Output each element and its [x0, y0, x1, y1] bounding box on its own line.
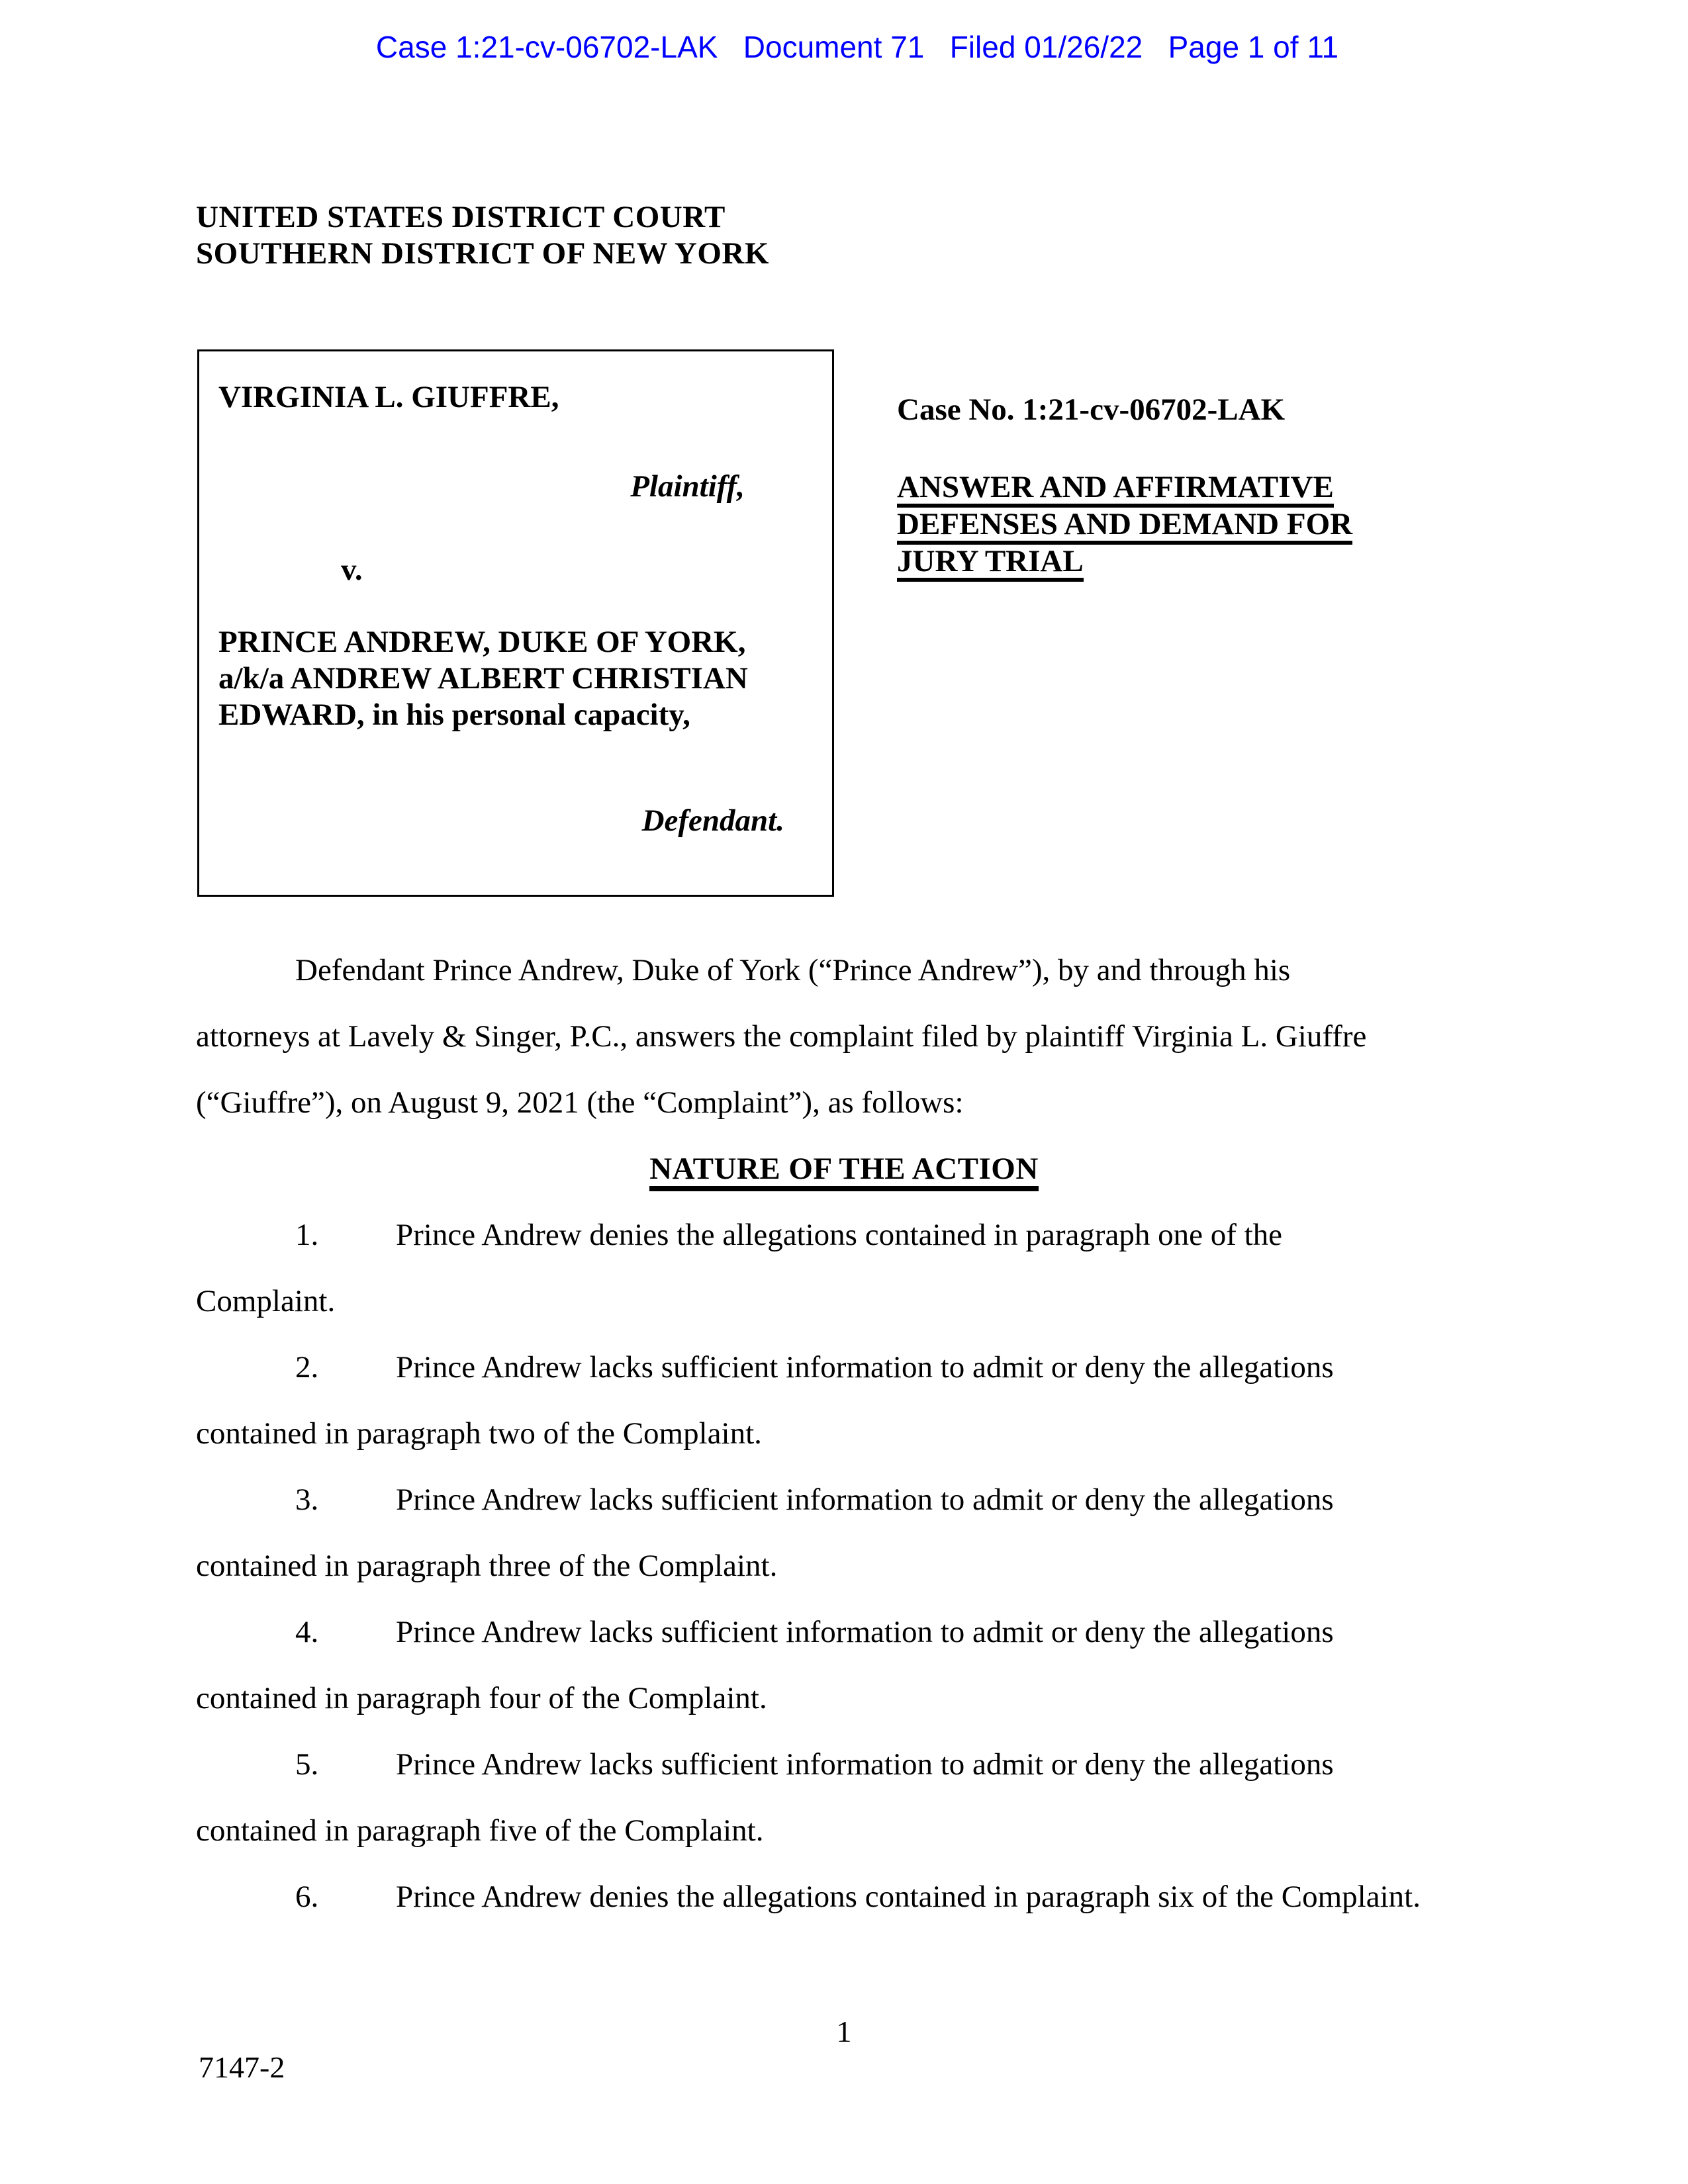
- body-line: [196, 1003, 1492, 1069]
- body-line: [196, 1533, 1492, 1599]
- body-text: contained in paragraph four of the Complaint.: [196, 1681, 767, 1715]
- body-text: Defendant Prince Andrew, Duke of York (“Prince Andrew”), by and through his: [295, 953, 1291, 987]
- body-text: Prince Andrew lacks sufficient information to admit or deny the allegations: [396, 1482, 1334, 1517]
- defendant-name-line: a/k/a ANDREW ALBERT CHRISTIAN: [218, 661, 748, 696]
- body-line: [196, 1599, 1492, 1665]
- court-district: SOUTHERN DISTRICT OF NEW YORK: [196, 236, 769, 271]
- paragraph-number: 1.: [295, 1218, 319, 1252]
- body-text: Prince Andrew denies the allegations contained in paragraph one of the: [396, 1218, 1283, 1252]
- versus-label: v.: [341, 553, 363, 587]
- section-heading-text: NATURE OF THE ACTION: [649, 1152, 1039, 1191]
- body-text: attorneys at Lavely & Singer, P.C., answers the complaint filed by plaintiff Virginia L. Giuffre: [196, 1019, 1367, 1054]
- case-number: Case No. 1:21-cv-06702-LAK: [897, 392, 1286, 427]
- paragraph-number: 4.: [295, 1615, 319, 1649]
- body-text: Prince Andrew lacks sufficient information to admit or deny the allegations: [396, 1615, 1334, 1649]
- court-name: UNITED STATES DISTRICT COURT: [196, 200, 726, 234]
- document-title-line: [897, 469, 1352, 506]
- body-line: [196, 1069, 1492, 1136]
- body-line: [196, 1797, 1492, 1864]
- body-text: (“Giuffre”), on August 9, 2021 (the “Complaint”), as follows:: [196, 1085, 964, 1120]
- section-heading: [196, 1136, 1492, 1202]
- body-text: Prince Andrew denies the allegations contained in paragraph six of the Complaint.: [396, 1880, 1421, 1914]
- document-title-text: DEFENSES AND DEMAND FOR: [897, 508, 1352, 545]
- body-text: contained in paragraph two of the Complaint.: [196, 1416, 762, 1451]
- body-line: [196, 1202, 1492, 1268]
- defendant-name-line: PRINCE ANDREW, DUKE OF YORK,: [218, 625, 746, 659]
- caption-box: [197, 349, 834, 897]
- body-line: [196, 1334, 1492, 1400]
- document-title-line: [897, 543, 1352, 580]
- document-title-line: [897, 506, 1352, 543]
- paragraph-number: 6.: [295, 1880, 319, 1914]
- body-text: Prince Andrew lacks sufficient information to admit or deny the allegations: [396, 1747, 1334, 1782]
- body-line: [196, 1400, 1492, 1467]
- defendant-role: Defendant.: [641, 803, 784, 838]
- plaintiff-name: VIRGINIA L. GIUFFRE,: [218, 380, 559, 414]
- body-text: contained in paragraph three of the Complaint.: [196, 1549, 778, 1583]
- body-line: [196, 937, 1492, 1003]
- defendant-name: [218, 624, 748, 733]
- document-title-text: ANSWER AND AFFIRMATIVE: [897, 471, 1334, 508]
- body-line: [196, 1467, 1492, 1533]
- page-number: 1: [836, 2015, 852, 2048]
- body-text: contained in paragraph five of the Complaint.: [196, 1813, 764, 1848]
- body-text: Complaint.: [196, 1284, 336, 1318]
- document-body: [196, 937, 1492, 1930]
- paragraph-number: 5.: [295, 1747, 319, 1782]
- defendant-name-line: EDWARD, in his personal capacity,: [218, 698, 690, 732]
- paragraph-number: 3.: [295, 1482, 319, 1517]
- plaintiff-role: Plaintiff,: [630, 469, 745, 504]
- court-header: [196, 199, 769, 272]
- document-title-text: JURY TRIAL: [897, 545, 1084, 582]
- document-title: [897, 469, 1352, 580]
- body-line: [196, 1665, 1492, 1731]
- docket-stamp: Case 1:21-cv-06702-LAK Document 71 Filed 01/26/22 Page 1 of 11: [375, 30, 1339, 64]
- body-text: Prince Andrew lacks sufficient information to admit or deny the allegations: [396, 1350, 1334, 1385]
- body-line: [196, 1268, 1492, 1334]
- paragraph-number: 2.: [295, 1350, 319, 1385]
- body-line: [196, 1864, 1492, 1930]
- document-id-footer: 7147-2: [199, 2050, 285, 2084]
- body-line: [196, 1731, 1492, 1797]
